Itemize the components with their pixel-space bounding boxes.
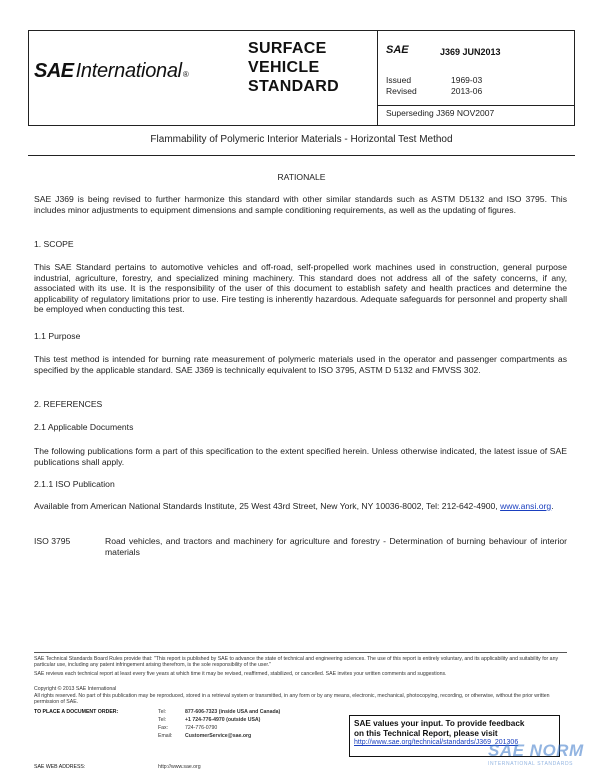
applicable-text: The following publications form a part of this specification to the extent specified herein. Unless otherwise indicated, the latest issue of SAE publications shall apply.	[34, 446, 567, 467]
sae-mini-logo: SAE	[386, 44, 409, 56]
tel2-value: +1 724-776-4970 (outside USA)	[185, 717, 261, 723]
feedback-url[interactable]: http://www.sae.org/technical/standards/J369_201306	[354, 739, 519, 746]
standard-title-line: VEHICLE	[248, 59, 320, 76]
standard-title-line: STANDARD	[248, 78, 339, 95]
footer-review-note: SAE reviews each technical report at least every five years at which time it may be revised, reaffirmed, stabilized, or cancelled. SAE invites your written comments and suggestions.	[34, 671, 447, 677]
sae-norm-watermark: SAE NORM INTERNATIONAL STANDARDS	[488, 741, 584, 767]
web-label: SAE WEB ADDRESS:	[34, 764, 86, 770]
issued-label: Issued	[386, 75, 412, 85]
iso-publication-text: Available from American National Standards Institute, 25 West 43rd Street, New York, NY 10036-8002, Tel: 212-642-4900, www.ansi.org.	[34, 501, 554, 511]
scope-text: This SAE Standard pertains to automotive vehicles and off-road, self-propelled work machines used in construction, general purpose industrial, agriculture, forestry, and specialized mining machinery. This standard does not address all of the safety concerns, if any, associated with its use. It is the responsibility of the user of this document to establish safety and health practices and determine the applicability of regulatory limitations prior to use. Fire testing is inherently hazardous. Adequate safeguards for personnel and property shall be employed when conducting this test.	[34, 262, 567, 315]
scope-heading: 1. SCOPE	[34, 239, 74, 249]
tel-value: 877-606-7323 (inside USA and Canada)	[185, 709, 281, 715]
revised-label: Revised	[386, 86, 417, 96]
fax-label: Fax:	[158, 725, 169, 731]
superseding-note: Superseding J369 NOV2007	[386, 108, 495, 118]
header-rule	[377, 105, 574, 106]
header-divider	[377, 31, 378, 125]
footer-disclaimer: SAE Technical Standards Board Rules provide that: "This report is published by SAE to advance the state of technical and engineering sciences. The use of this report is entirely voluntary, and its applicability and suitability for any particular use, including any patent infringement arising therefrom, is the sole responsibility of the user."	[34, 656, 559, 669]
rationale-text: SAE J369 is being revised to further harmonize this standard with other similar standards such as ASTM D5132 and ISO 3795. This includes minor adjustments to equipment dimensions and sample conditioning requirements, as well as the updating of figures.	[34, 194, 567, 215]
sae-international-logo: SAE International ®	[34, 60, 189, 82]
tel2-label: Tel:	[158, 717, 167, 723]
feedback-line-1: SAE values your input. To provide feedback	[354, 719, 525, 728]
reference-description: Road vehicles, and tractors and machinery for agriculture and forestry - Determination of burning behaviour of interior materials	[105, 536, 567, 557]
footer-copyright: Copyright © 2013 SAE International	[34, 686, 117, 692]
document-number: J369 JUN2013	[440, 47, 501, 57]
email-label: Email:	[158, 733, 173, 739]
tel-label: Tel:	[158, 709, 167, 715]
footer-rights: All rights reserved. No part of this publication may be reproduced, stored in a retrieval system or transmitted, in any form or by any means, electronic, mechanical, photocopying, recording, or otherwise, without the prior written permission of SAE.	[34, 693, 550, 706]
rationale-heading: RATIONALE	[277, 172, 326, 182]
issued-value: 1969-03	[451, 75, 483, 85]
web-address[interactable]: http://www.sae.org	[158, 764, 201, 770]
ansi-link[interactable]: www.ansi.org	[500, 501, 552, 511]
revised-value: 2013-06	[451, 86, 483, 96]
purpose-heading: 1.1 Purpose	[34, 331, 81, 341]
footer-rule	[34, 652, 567, 653]
fax-value: 724-776-0790	[185, 725, 218, 731]
standard-title-line: SURFACE	[248, 40, 327, 57]
references-heading: 2. REFERENCES	[34, 399, 103, 409]
document-title: Flammability of Polymeric Interior Materials - Horizontal Test Method	[150, 134, 453, 145]
standard-type-title	[248, 39, 368, 96]
order-label: TO PLACE A DOCUMENT ORDER:	[34, 709, 119, 715]
feedback-line-2: on this Technical Report, please visit	[354, 729, 498, 738]
email-value: CustomerService@sae.org	[185, 733, 252, 739]
applicable-heading: 2.1 Applicable Documents	[34, 422, 134, 432]
iso-publication-heading: 2.1.1 ISO Publication	[34, 479, 115, 489]
title-underline	[28, 155, 575, 156]
reference-id: ISO 3795	[34, 536, 71, 546]
purpose-text: This test method is intended for burning rate measurement of polymeric materials used in the operator and passenger compartments as specified by the applicable standard. SAE J369 is technically equivalent to ISO 3795, ASTM D 5132 and FMVSS 302.	[34, 354, 567, 375]
